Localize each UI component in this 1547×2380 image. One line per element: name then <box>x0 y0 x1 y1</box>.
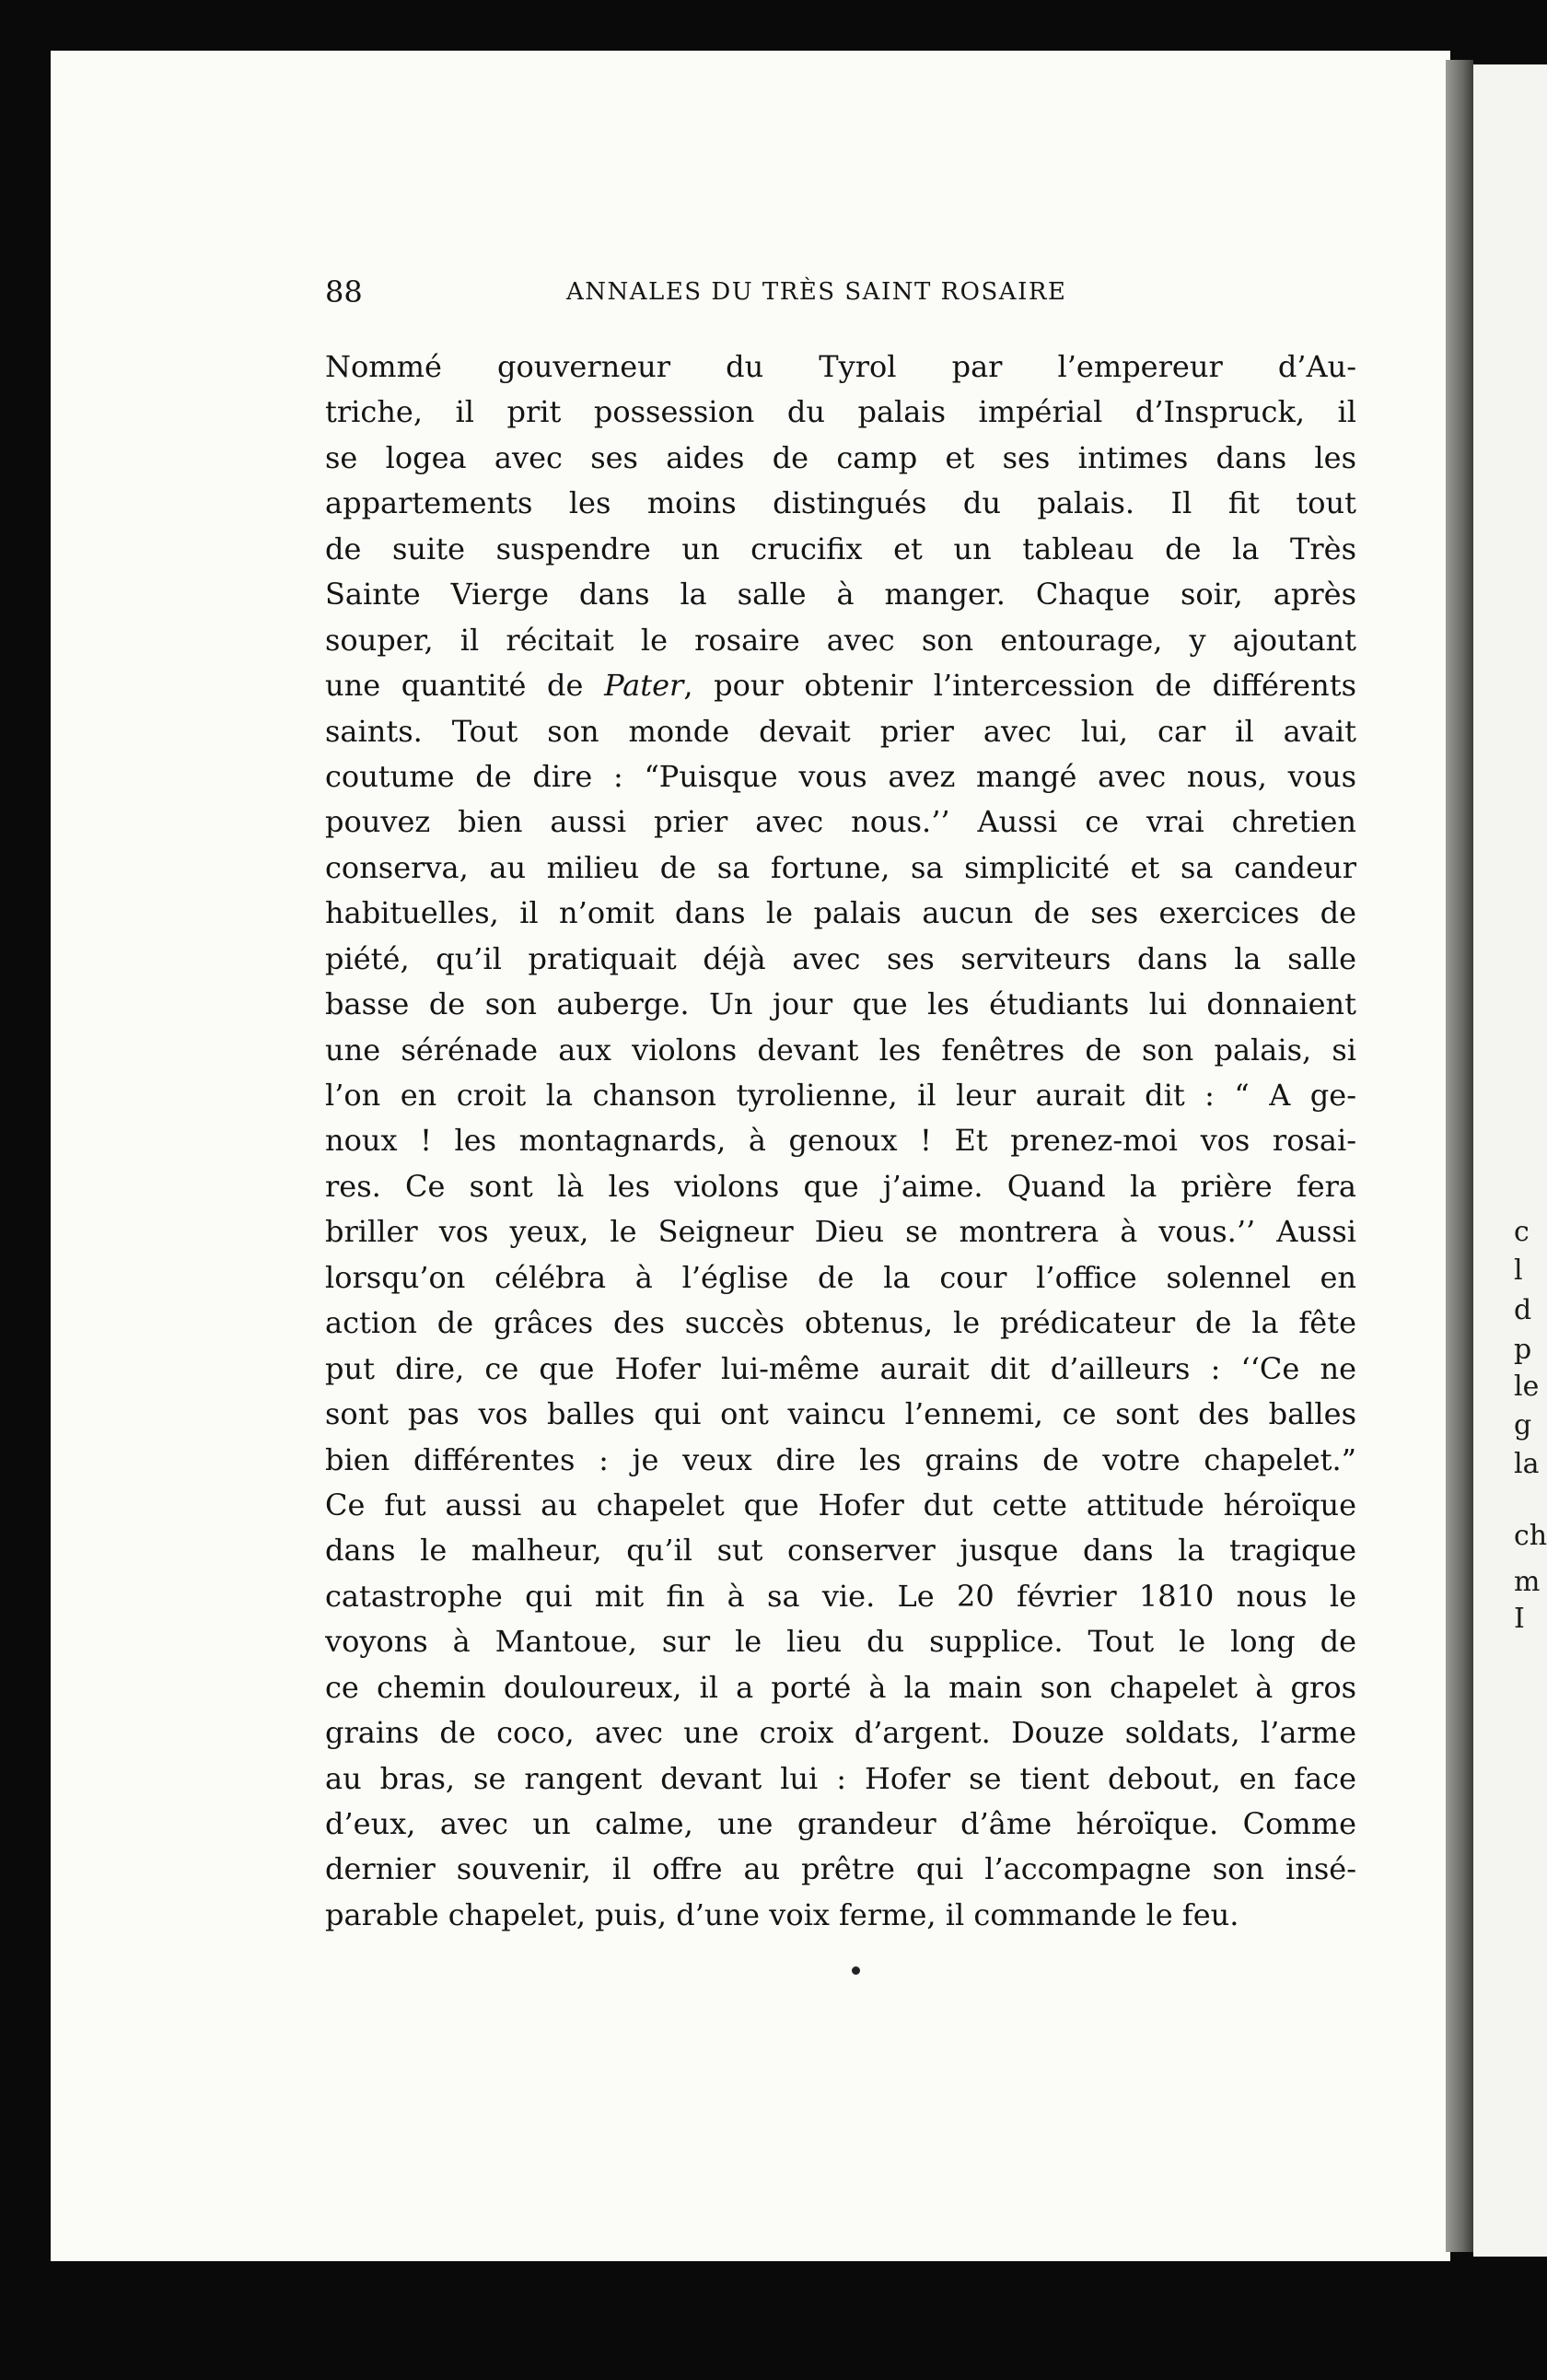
running-title: ANNALES DU TRÈS SAINT ROSAIRE <box>566 278 1067 306</box>
adjacent-page-fragment: le <box>1514 1371 1540 1403</box>
adjacent-page-fragment: l <box>1514 1254 1523 1287</box>
text-line: ce chemin douloureux, il a porté à la main son chapelet à gros <box>325 1669 1356 1705</box>
text-line: catastrophe qui mit fin à sa vie. Le 20 février 1810 nous le <box>325 1578 1356 1614</box>
text-line: action de grâces des succès obtenus, le prédicateur de la fête <box>325 1305 1356 1341</box>
text-line: conserva, au milieu de sa fortune, sa simplicité et sa candeur <box>325 849 1356 885</box>
text-line: put dire, ce que Hofer lui-même aurait dit d’ailleurs : ‘‘Ce ne <box>325 1350 1356 1386</box>
text-line: parable chapelet, puis, d’une voix ferme, il commande le feu. <box>325 1896 1239 1932</box>
text-line: l’on en croit la chanson tyrolienne, il leur aurait dit : “ A ge- <box>325 1078 1356 1113</box>
text-line: bien différentes : je veux dire les grains de votre chapelet.” <box>325 1441 1356 1477</box>
adjacent-page-fragment: I <box>1514 1603 1525 1635</box>
adjacent-page-fragment: p <box>1514 1334 1532 1366</box>
text-line: grains de coco, avec une croix d’argent. Douze soldats, l’arme <box>325 1715 1356 1751</box>
adjacent-page-fragment: c <box>1514 1216 1530 1248</box>
print-speck <box>852 1966 860 1975</box>
text-line: coutume de dire : “Puisque vous avez mangé avec nous, vous <box>325 758 1356 794</box>
text-line: lorsqu’on célébra à l’église de la cour l’office solennel en <box>325 1259 1356 1295</box>
adjacent-page-fragment: d <box>1514 1294 1532 1326</box>
text-line: Sainte Vierge dans la salle à manger. Chaque soir, après <box>325 577 1356 612</box>
text-line: Nommé gouverneur du Tyrol par l’empereur d’Au- <box>325 349 1356 384</box>
adjacent-page-fragment: la <box>1514 1448 1540 1480</box>
text-line: souper, il récitait le rosaire avec son entourage, y ajoutant <box>325 622 1356 658</box>
text-line: dans le malheur, qu’il sut conserver jusque dans la tragique <box>325 1533 1356 1569</box>
text-line: voyons à Mantoue, sur le lieu du supplice. Tout le long de <box>325 1624 1356 1660</box>
text-line: au bras, se rangent devant lui : Hofer se tient debout, en face <box>325 1760 1356 1796</box>
page-edge-shadow <box>1446 60 1473 2252</box>
text-line: pouvez bien aussi prier avec nous.’’ Aussi ce vrai chretien <box>325 804 1356 840</box>
text-line: une quantité de Pater, pour obtenir l’intercession de différents <box>325 668 1356 704</box>
page-number: 88 <box>325 274 363 309</box>
text-line: une sérénade aux violons devant les fenêtres de son palais, si <box>325 1032 1356 1068</box>
text-line: triche, il prit possession du palais impérial d’Inspruck, il <box>325 394 1356 430</box>
text-line: basse de son auberge. Un jour que les étudiants lui donnaient <box>325 986 1356 1022</box>
text-line: sont pas vos balles qui ont vaincu l’ennemi, ce sont des balles <box>325 1396 1356 1432</box>
adjacent-page-fragment: g <box>1514 1409 1532 1441</box>
adjacent-page-fragment: m <box>1514 1566 1541 1598</box>
text-line: appartements les moins distingués du palais. Il fit tout <box>325 485 1356 521</box>
text-line: noux ! les montagnards, à genoux ! Et prenez-moi vos rosai- <box>325 1123 1356 1159</box>
text-line: se logea avec ses aides de camp et ses intimes dans les <box>325 439 1356 475</box>
body-text <box>325 344 1356 1938</box>
text-line: briller vos yeux, le Seigneur Dieu se montrera à vous.’’ Aussi <box>325 1214 1356 1250</box>
text-line: d’eux, avec un calme, une grandeur d’âme héroïque. Comme <box>325 1806 1356 1841</box>
text-line: res. Ce sont là les violons que j’aime. Quand la prière fera <box>325 1168 1356 1204</box>
text-line: dernier souvenir, il offre au prêtre qui l’accompagne son insé- <box>325 1851 1356 1887</box>
adjacent-page-fragment: ch <box>1514 1520 1547 1552</box>
text-line: Ce fut aussi au chapelet que Hofer dut cette attitude héroïque <box>325 1487 1356 1522</box>
text-line: de suite suspendre un crucifix et un tableau de la Très <box>325 531 1356 566</box>
text-line: saints. Tout son monde devait prier avec lui, car il avait <box>325 713 1356 749</box>
text-line: piété, qu’il pratiquait déjà avec ses serviteurs dans la salle <box>325 940 1356 976</box>
adjacent-page <box>1473 64 1547 2257</box>
text-line: habituelles, il n’omit dans le palais aucun de ses exercices de <box>325 895 1356 931</box>
